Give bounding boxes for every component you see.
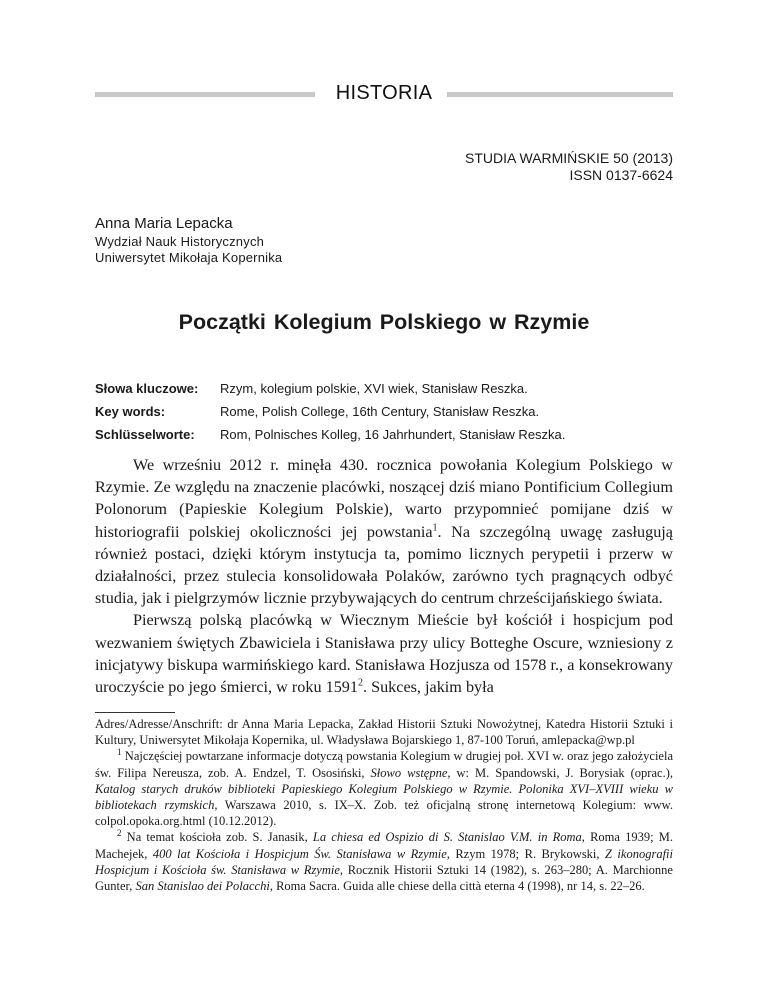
body-text [95,454,673,698]
keywords-value: Rom, Polnisches Kolleg, 16 Jahrhundert, Stanisław Reszka. [220,427,566,442]
footnote-text: , Rzym 1978; R. Brykowski, [446,846,606,861]
paper-title: Początki Kolegium Polskiego w Rzymie [178,310,590,334]
footnote-text: Na temat kościoła zob. S. Janasik, [121,830,313,845]
keywords-label: Schlüsselworte: [95,427,195,442]
footnote-number: 2 [117,828,122,839]
footnote-title: San Stanislao dei Polacchi [135,879,270,894]
footnote-text: , Roma 1939; M. Machejek, [95,830,674,861]
keywords-block [95,381,673,450]
keywords-label: Key words: [95,404,166,419]
author-address: Adres/Adresse/Anschrift: dr Anna Maria Lepacka, Zakład Historii Sztuki Nowożytnej, Katedra Historii Sztuki i Kultury, Uniwersytet Mikołaja Kopernika, ul. Władysława Bojarskiego 1, 87-100 Toruń, amlepacka@wp.pl [95,717,673,748]
header-rule-right [447,92,673,97]
footnote-2 [95,829,673,894]
section-title: HISTORIA [335,82,433,104]
paragraph-text: . Na szczególną uwagę zasługują również postaci, dzięki którym instytucja ta, pomimo licznych perypetii i przerw w działalności, przez stulecia konsolidowała Polaków, zarówno tych pragnących odbyć studia, jak i pielgrzymów licznie przybywających do centrum chrześcijańskiego świata. [95,522,673,608]
paragraph-text: We wrześniu 2012 r. minęła 430. rocznica powołania Kolegium Polskiego w Rzymie. Ze względu na znaczenie placówki, noszącej dziś miano Pontificium Collegium Polonorum (Papieskie Kolegium Polskie), warto przypomnieć pomijane dziś w historiografii polskiej okoliczności jej powstania [95,456,673,541]
footnote-title: Z ikonografii Hospicjum i Kościoła św. Stanisława w Rzymie [95,846,673,877]
footnote-text: , Warszawa 2010, s. IX–X. Zob. też oficjalną stronę internetową Kolegium: www. colpol.opoka.org.html (10.12.2012). [95,798,673,829]
footnote-ref-1[interactable]: 1 [432,522,438,534]
footnote-1 [95,748,673,829]
footnote-title: 400 lat Kościoła i Hospicjum Św. Stanisława w Rzymie [152,846,447,861]
section-header [95,82,673,106]
footnotes [95,716,673,894]
footnote-title: Katalog starych druków biblioteki Papieskiego Kolegium Polskiego w Rzymie. Polonika XVI–XVIII wieku w bibliotekach rzymskich [95,781,673,813]
paragraph-2 [95,609,673,698]
keywords-value: Rzym, kolegium polskie, XVI wiek, Stanisław Reszka. [220,381,528,396]
keywords-value: Rome, Polish College, 16th Century, Stanisław Reszka. [220,404,540,419]
footnote-number: 1 [117,747,122,758]
journal-name: STUDIA WARMIŃSKIE 50 (2013) [465,150,673,166]
footnote-text: , Roma Sacra. Guida alle chiese della città eterna 4 (1998), nr 14, s. 22–26. [269,879,645,894]
keywords-row-en [95,404,673,427]
keywords-row-de [95,427,673,450]
keywords-label: Słowa kluczowe: [95,381,199,396]
footnote-title: La chiesa ed Ospizio di S. Stanislao V.M. in Roma [312,830,582,845]
author-affiliation-1: Wydział Nauk Historycznych [95,234,265,249]
footnote-divider [95,712,175,713]
footnote-ref-2[interactable]: 2 [357,677,363,689]
author-affiliation-2: Uniwersytet Mikołaja Kopernika [95,250,283,265]
footnote-text: Najczęściej powtarzane informacje dotyczą powstania Kolegium w drugiej poł. XVI w. oraz jego założyciela św. Filipa Nereusza, zob. A. Endzel, T. Ososiński, [95,749,673,780]
author-block [95,214,282,266]
keywords-row-pl [95,381,673,404]
paragraph-text: Pierwszą polską placówką w Wiecznym Mieście był kościół i hospicjum pod wezwaniem świętych Zbawiciela i Stanisława przy ulicy Botteghe Oscure, wzniesiony z inicjatywy biskupa warmińskiego kard. Stanisława Hozjusza od 1578 r., a konsekrowany uroczyście po jego śmierci, w roku 1591 [95,611,673,697]
author-name: Anna Maria Lepacka [95,215,233,232]
footnote-title: Słowo wstępne [370,765,448,780]
footnote-text: , w: M. Spandowski, J. Borysiak (oprac.), [447,765,673,780]
paragraph-1 [95,454,673,609]
journal-issn: ISSN 0137-6624 [569,167,673,183]
paragraph-text: . Sukces, jakim była [362,678,494,697]
footnote-text: , Rocznik Historii Sztuki 14 (1982), s. 263–280; A. Marchionne Gunter, [95,862,673,894]
journal-info [465,150,673,184]
